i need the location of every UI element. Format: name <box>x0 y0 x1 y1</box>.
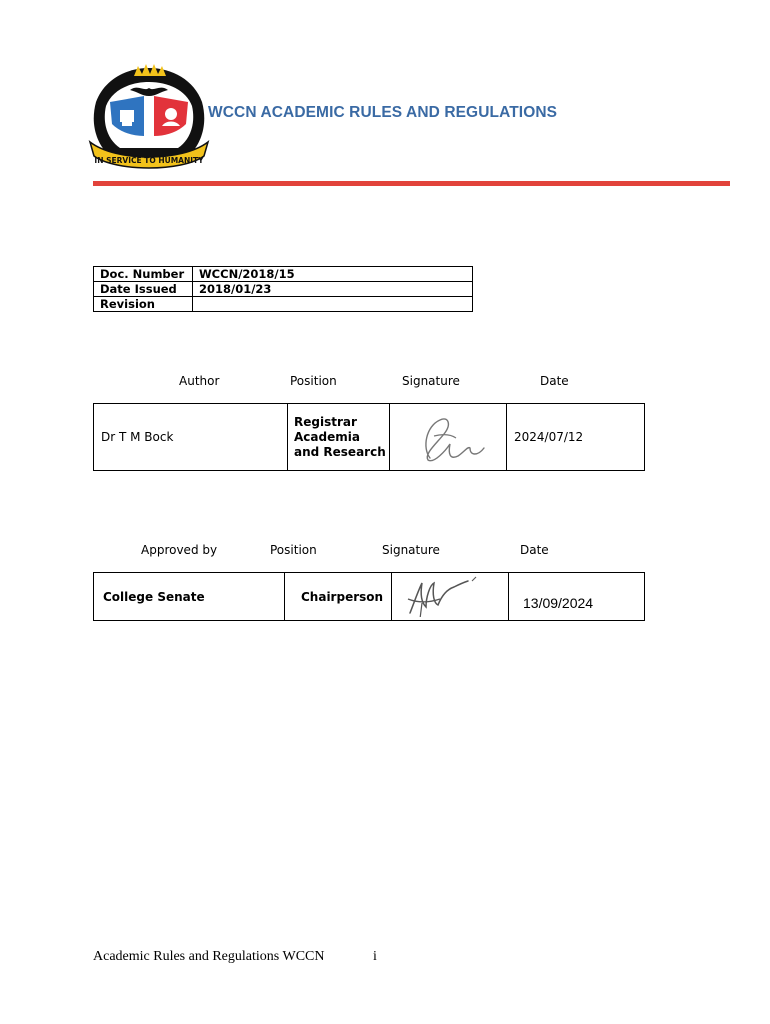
approval-signature-header: Signature <box>382 543 440 557</box>
meta-value <box>193 297 473 312</box>
approver-name-cell <box>94 573 285 621</box>
approved-by-header: Approved by <box>141 543 218 557</box>
author-date-cell <box>507 404 645 471</box>
page-footer: Academic Rules and Regulations WCCN <box>93 949 325 964</box>
approver-name: College Senate <box>103 590 205 604</box>
svg-text:IN SERVICE TO HUMANITY: IN SERVICE TO HUMANITY <box>94 156 204 165</box>
author-date: 2024/07/12 <box>514 430 584 444</box>
approver-date-cell <box>509 573 645 621</box>
approval-position-header: Position <box>270 543 317 557</box>
approver-position: Chairperson <box>301 590 384 604</box>
author-header: Author <box>179 374 220 388</box>
author-name-cell <box>94 404 288 471</box>
approver-signature-cell <box>392 573 509 621</box>
approval-date-header: Date <box>520 543 549 557</box>
approval-signoff-table <box>93 572 645 621</box>
document-metadata-table <box>93 266 473 312</box>
author-date-header: Date <box>540 374 569 388</box>
meta-value: WCCN/2018/15 <box>193 267 473 282</box>
author-signoff-table <box>93 403 645 471</box>
college-crest-logo <box>86 62 212 178</box>
meta-label: Date Issued <box>94 282 193 297</box>
author-signature <box>390 404 506 467</box>
author-position-cell <box>288 404 390 471</box>
meta-label: Doc. Number <box>94 267 193 282</box>
author-signature-header: Signature <box>402 374 460 388</box>
author-position: Registrar Academia and Research <box>294 414 386 459</box>
meta-label: Revision <box>94 297 193 312</box>
author-signature-cell <box>390 404 507 471</box>
page-number: i <box>373 949 377 964</box>
meta-row-revision <box>94 297 473 312</box>
meta-row-date-issued <box>94 282 473 297</box>
document-title: WCCN ACADEMIC RULES AND REGULATIONS <box>208 104 558 121</box>
author-position-header: Position <box>290 374 337 388</box>
meta-value: 2018/01/23 <box>193 282 473 297</box>
approver-position-cell <box>285 573 392 621</box>
header-divider <box>93 181 730 186</box>
approver-signature <box>392 573 508 617</box>
approver-date: 13/09/2024 <box>523 595 594 611</box>
author-name: Dr T M Bock <box>101 430 174 444</box>
meta-row-doc-number <box>94 267 473 282</box>
